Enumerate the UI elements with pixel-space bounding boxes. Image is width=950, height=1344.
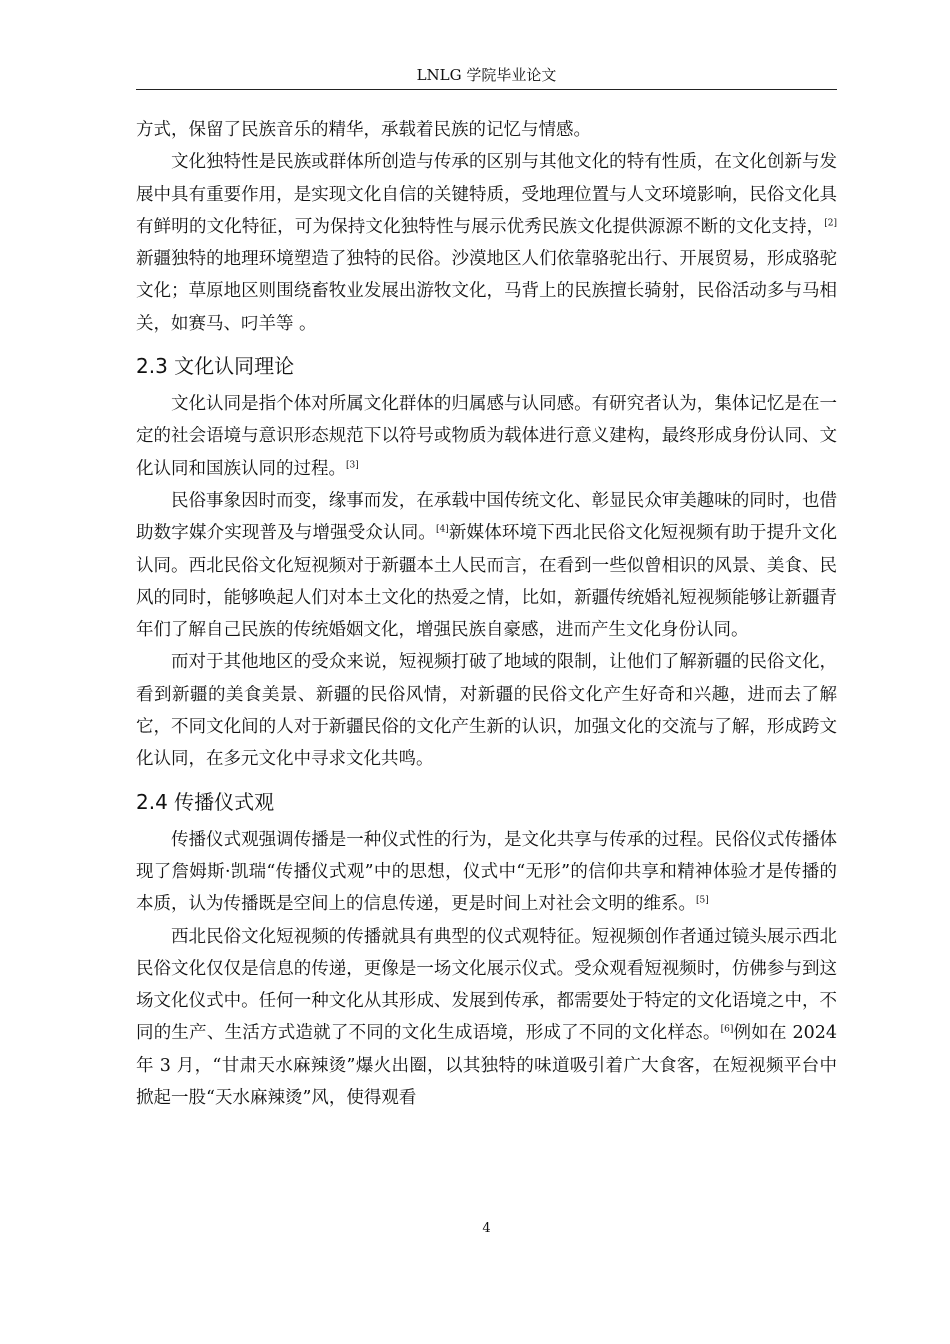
paragraph: [136, 485, 837, 646]
citation-ref: [5]: [696, 895, 709, 906]
paragraph-text: 传播仪式观强调传播是一种仪式性的行为，是文化共享与传承的过程。民俗仪式传播体现了詹姆斯·凯瑞“传播仪式观”中的思想，仪式中“无形”的信仰共享和精神体验才是传播的本质，认为传播既是空间上的信息传递，更是时间上对社会文明的维系。: [136, 829, 837, 915]
paragraph-text: 西北民俗文化短视频的传播就具有典型的仪式观特征。短视频创作者通过镜头展示西北民俗文化仅仅是信息的传递，更像是一场文化展示仪式。受众观看短视频时，仿佛参与到这场文化仪式中。任何一种文化从其形成、发展到传承，都需要处于特定的文化语境之中，不同的生产、生活方式造就了不同的文化生成语境，形成了不同的文化样态。: [136, 926, 837, 1044]
citation-ref: [3]: [346, 460, 359, 471]
paragraph: [136, 824, 837, 921]
page-number: 4: [482, 1221, 491, 1236]
paragraph: [136, 114, 837, 146]
paragraph-text: 文化独特性是民族或群体所创造与传承的区别与其他文化的特有性质，在文化创新与发展中具有重要作用，是实现文化自信的关键特质，受地理位置与人文环境影响，民俗文化具有鲜明的文化特征，可为保持文化独特性与展示优秀民族文化提供源源不断的文化支持，: [136, 152, 837, 237]
citation-ref: [6]: [720, 1025, 734, 1036]
paragraph-text: 新媒体环境下西北民俗文化短视频有助于提升文化认同。西北民俗文化短视频对于新疆本土人民而言，在看到一些似曾相识的风景、美食、民风的同时，能够唤起人们对本土文化的热爱之情，比如，新疆传统婚礼短视频能够让新疆青年们了解自己民族的传统婚姻文化，增强民族自豪感，进而产生文化身份认同。: [136, 523, 838, 641]
paragraph-text: 文化认同是指个体对所属文化群体的归属感与认同感。有研究者认为，集体记忆是在一定的社会语境与意识形态规范下以符号或物质为载体进行意义建构，最终形成身份认同、文化认同和国族认同的过程。: [136, 394, 837, 479]
section-heading: 2.3 文化认同理论: [136, 354, 295, 379]
citation-ref: [2]: [824, 218, 837, 229]
paragraph-text: 例如在 2024 年 3 月，“甘肃天水麻辣烫”爆火出圈，以其独特的味道吸引着广大食客，在短视频平台中掀起一股“天水麻辣烫”风，使得观看: [136, 1023, 837, 1109]
header-rule: [136, 89, 837, 90]
paragraph: [136, 388, 837, 485]
paragraph-text: 方式，保留了民族音乐的精华，承载着民族的记忆与情感。: [136, 120, 591, 140]
paragraph: [136, 921, 837, 1115]
paragraph-text: 民俗事象因时而变，缘事而发，在承载中国传统文化、彰显民众审美趣味的同时，也借助数字媒介实现普及与增强受众认同。: [136, 490, 837, 544]
page-header: LNLG 学院毕业论文: [416, 66, 557, 84]
paragraph-text: 新疆独特的地理环境塑造了独特的民俗。沙漠地区人们依靠骆驼出行、开展贸易，形成骆驼文化；草原地区则围绕畜牧业发展出游牧文化，马背上的民族擅长骑射，民俗活动多与马相关，如赛马、叼羊等 。: [136, 249, 837, 334]
body-text: [136, 114, 837, 1114]
citation-ref: [4]: [436, 524, 449, 535]
paragraph: [136, 146, 837, 340]
section-heading: 2.4 传播仪式观: [136, 789, 275, 814]
paragraph: [136, 646, 837, 775]
paragraph-text: 而对于其他地区的受众来说，短视频打破了地域的限制，让他们了解新疆的民俗文化，看到新疆的美食美景、新疆的民俗风情，对新疆的民俗文化产生好奇和兴趣，进而去了解它，不同文化间的人对于新疆民俗的文化产生新的认识，加强文化的交流与了解，形成跨文化认同，在多元文化中寻求文化共鸣。: [136, 652, 837, 770]
